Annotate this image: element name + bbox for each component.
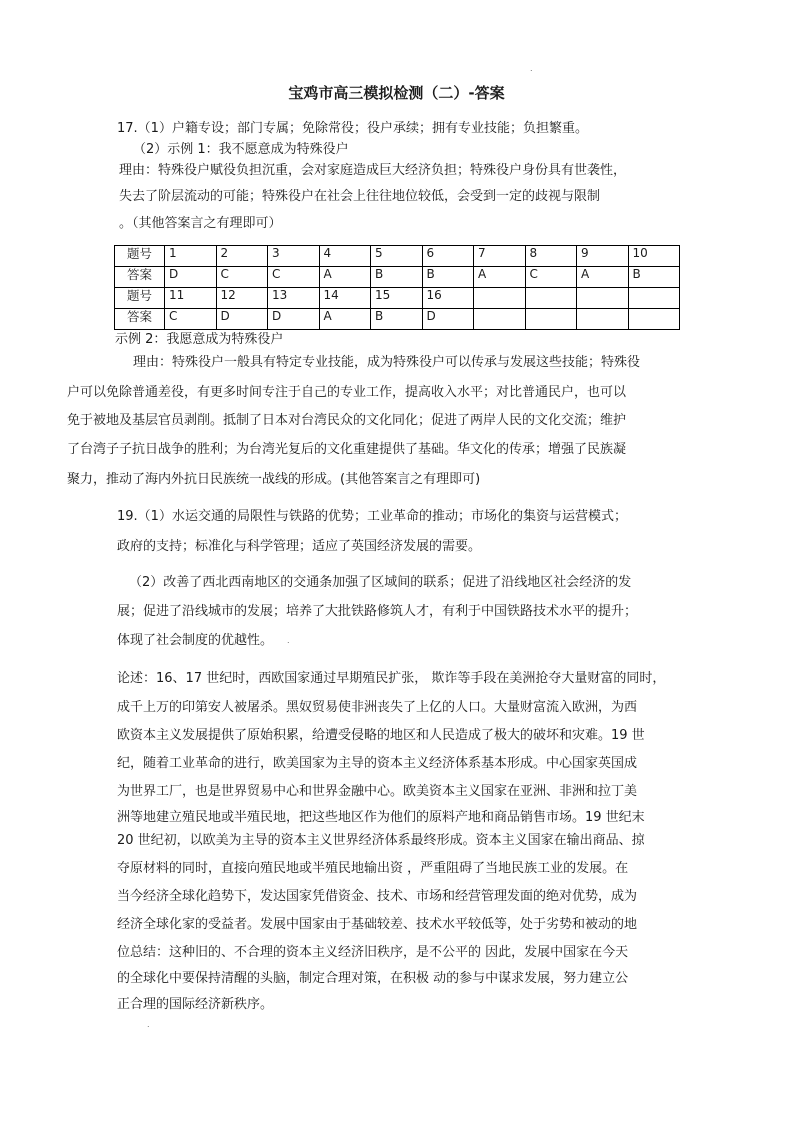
footer-dot: . bbox=[147, 1020, 150, 1029]
q19-line-5: 体现了社会制度的优越性。 bbox=[117, 633, 274, 648]
table-cell: 13 bbox=[268, 288, 320, 309]
table-cell: A bbox=[319, 309, 371, 330]
table-cell bbox=[525, 288, 577, 309]
table-cell: 11 bbox=[165, 288, 217, 309]
q19-line-4: 展；促进了沿线城市的发展；培养了大批铁路修筑人才，有利于中国铁路技术水平的提升； bbox=[117, 604, 638, 619]
essay-line-6: 洲等地建立殖民地或半殖民地，把这些地区作为他们的原料产地和商品销售市场。19 世纪末 bbox=[117, 810, 645, 825]
table-cell bbox=[577, 309, 629, 330]
essay-line-9: 当今经济全球化趋势下，发达国家凭借资金、技术、市场和经营管理发面的绝对优势，成为 bbox=[117, 889, 638, 904]
table-cell: B bbox=[371, 267, 423, 288]
ex2-line-6: 聚力，推动了海内外抗日民族统一战线的形成。(其他答案言之有理即可) bbox=[67, 472, 481, 487]
table-cell bbox=[525, 309, 577, 330]
row-label: 答案 bbox=[115, 309, 165, 330]
table-cell bbox=[628, 309, 680, 330]
table-cell: B bbox=[371, 309, 423, 330]
essay-line-11: 位总结：这种旧的、不合理的资本主义经济旧秩序，是不公平的 因此，发展中国家在今天 bbox=[117, 945, 629, 960]
table-row bbox=[115, 309, 680, 330]
essay-line-2: 成千上万的印第安人被屠杀。黑奴贸易使非洲丧失了上亿的人口。大量财富流入欧洲，为西 bbox=[117, 700, 638, 715]
table-cell: 4 bbox=[319, 246, 371, 267]
essay-line-12: 的全球化中要保持清醒的头脑，制定合理对策，在积极 动的参与中谋求发展，努力建立公 bbox=[117, 971, 629, 986]
table-cell: C bbox=[525, 267, 577, 288]
table-cell: D bbox=[422, 309, 474, 330]
table-cell bbox=[474, 309, 526, 330]
table-cell: A bbox=[577, 267, 629, 288]
table-cell: C bbox=[216, 267, 268, 288]
table-cell: C bbox=[165, 309, 217, 330]
table-cell: 12 bbox=[216, 288, 268, 309]
q17-line-3: 理由：特殊役户赋役负担沉重，会对家庭造成巨大经济负担；特殊役户身份具有世袭性， bbox=[119, 163, 627, 178]
q19-stray-mark: . bbox=[287, 636, 290, 645]
q17-line-1: 17.（1）户籍专设；部门专属；免除常役；役户承续；拥有专业技能；负担繁重。 bbox=[117, 121, 588, 136]
essay-line-4: 纪，随着工业革命的进行，欧美国家为主导的资本主义经济体系基本形成。中心国家英国成 bbox=[117, 756, 638, 771]
essay-line-13: 正合理的国际经济新秩序。 bbox=[117, 997, 274, 1012]
table-cell: 9 bbox=[577, 246, 629, 267]
table-cell: 3 bbox=[268, 246, 320, 267]
q17-line-4: 失去了阶层流动的可能；特殊役户在社会上往往地位较低，会受到一定的歧视与限制 bbox=[119, 189, 601, 204]
table-row bbox=[115, 288, 680, 309]
ex2-line-4: 免于被地及基层官员剥削。抵制了日本对台湾民众的文化同化；促进了两岸人民的文化交流；维护 bbox=[67, 413, 627, 428]
table-cell: 10 bbox=[628, 246, 680, 267]
table-cell: D bbox=[268, 309, 320, 330]
table-cell: B bbox=[422, 267, 474, 288]
table-cell: 8 bbox=[525, 246, 577, 267]
q17-line-2: （2）示例 1：我不愿意成为特殊役户 bbox=[133, 142, 349, 157]
q19-line-1: 19.（1）水运交通的局限性与铁路的优势；工业革命的推动；市场化的集资与运营模式； bbox=[117, 509, 627, 524]
q19-line-2: 政府的支持；标准化与科学管理；适应了英国经济发展的需要。 bbox=[117, 539, 482, 554]
page-title: 宝鸡市高三模拟检测（二）-答案 bbox=[288, 84, 505, 102]
row-label: 题号 bbox=[115, 246, 165, 267]
header-dot: . bbox=[530, 64, 533, 73]
table-cell: 16 bbox=[422, 288, 474, 309]
table-cell: 6 bbox=[422, 246, 474, 267]
essay-line-3: 欧资本主义发展提供了原始积累，给遭受侵略的地区和人民造成了极大的破坏和灾难。19 世 bbox=[117, 728, 645, 743]
table-cell: 1 bbox=[165, 246, 217, 267]
table-cell: 7 bbox=[474, 246, 526, 267]
q19-line-3: （2）改善了西北西南地区的交通条加强了区域间的联系；促进了沿线地区社会经济的发 bbox=[129, 575, 632, 590]
row-label: 题号 bbox=[115, 288, 165, 309]
essay-line-8: 夺原材料的同时，直接向殖民地或半殖民地输出资 ，严重阻碍了当地民族工业的发展。在 bbox=[117, 861, 629, 876]
essay-line-5: 为世界工厂，也是世界贸易中心和世界金融中心。欧美资本主义国家在亚洲、非洲和拉丁美 bbox=[117, 784, 638, 799]
table-cell: 5 bbox=[371, 246, 423, 267]
ex2-line-3: 户可以免除普通差役，有更多时间专注于自己的专业工作，提高收入水平；对比普通民户，也可以 bbox=[67, 385, 627, 400]
table-row bbox=[115, 267, 680, 288]
table-cell: D bbox=[165, 267, 217, 288]
table-cell bbox=[474, 288, 526, 309]
table-cell: B bbox=[628, 267, 680, 288]
table-cell: 15 bbox=[371, 288, 423, 309]
essay-line-10: 经济全球化家的受益者。发展中国家由于基础较差、技术水平较低等，处于劣势和被动的地 bbox=[117, 917, 638, 932]
table-cell: 14 bbox=[319, 288, 371, 309]
essay-line-1: 论述：16、17 世纪时，西欧国家通过早期殖民扩张， 欺诈等手段在美洲抢夺大量财富的同时， bbox=[117, 671, 666, 686]
table-cell bbox=[577, 288, 629, 309]
row-label: 答案 bbox=[115, 267, 165, 288]
table-row bbox=[115, 246, 680, 267]
answer-table bbox=[114, 245, 680, 330]
ex2-line-2: 理由：特殊役户一般具有特定专业技能，成为特殊役户可以传承与发展这些技能；特殊役 bbox=[133, 355, 641, 370]
table-cell bbox=[628, 288, 680, 309]
ex2-line-5: 了台湾子子抗日战争的胜利；为台湾光复后的文化重建提供了基础。华文化的传承；增强了民族凝 bbox=[67, 442, 627, 457]
q17-line-5: 。（其他答案言之有理即可） bbox=[119, 216, 282, 231]
table-cell: A bbox=[474, 267, 526, 288]
table-cell: 2 bbox=[216, 246, 268, 267]
table-cell: C bbox=[268, 267, 320, 288]
ex2-line-1: 示例 2：我愿意成为特殊役户 bbox=[115, 332, 284, 347]
essay-line-7: 20 世纪初，以欧美为主导的资本主义世界经济体系最终形成。资本主义国家在输出商品、掠 bbox=[117, 833, 645, 848]
table-cell: D bbox=[216, 309, 268, 330]
table-cell: A bbox=[319, 267, 371, 288]
